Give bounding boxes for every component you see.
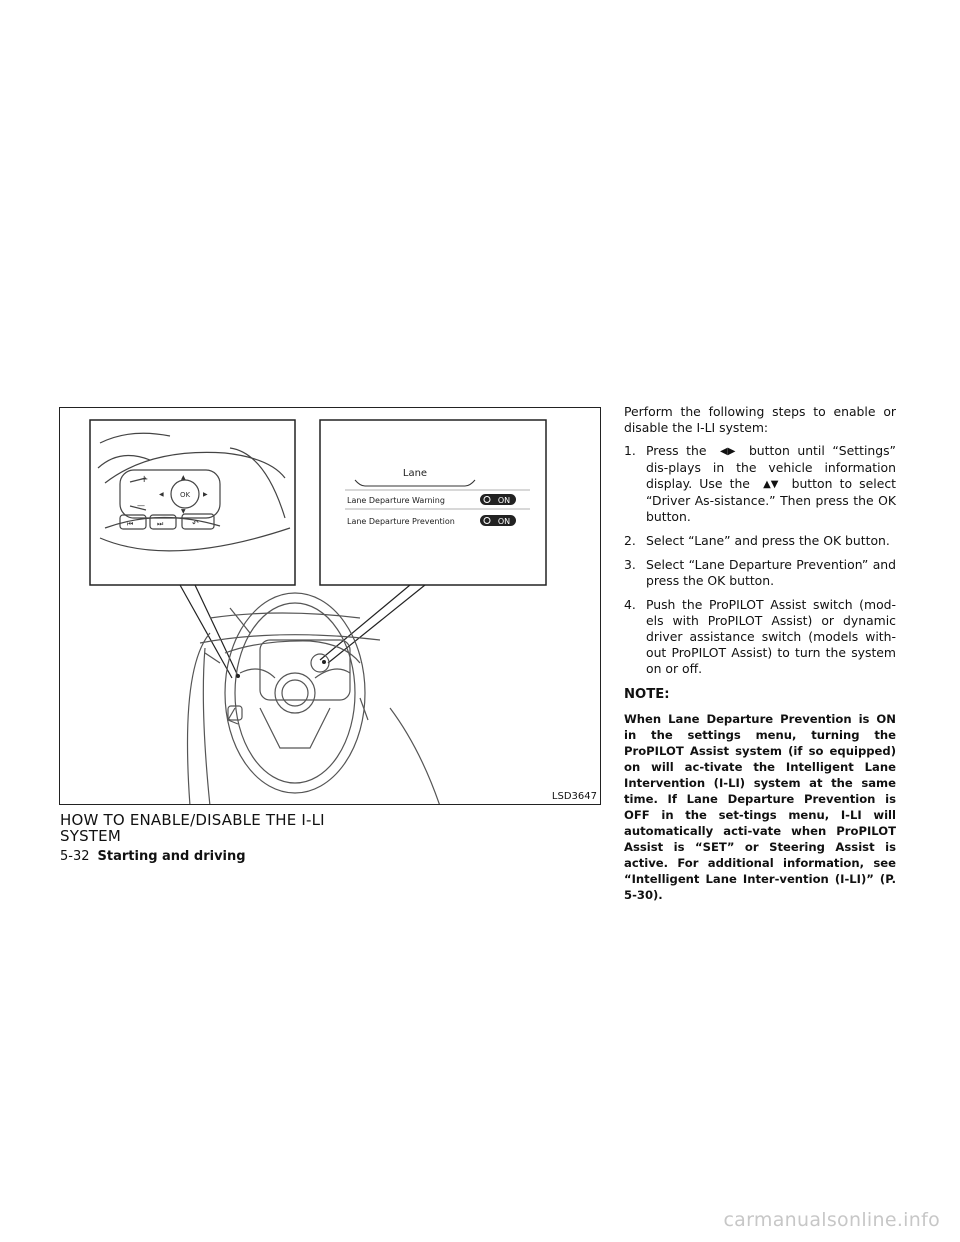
step-4-text: Push the ProPILOT Assist switch (mod-els with ProPILOT Assist) or dynamic driver assistance switch (models with-out ProPILOT Assist) to turn the system on or off. bbox=[646, 597, 896, 676]
steering-switch-inset bbox=[90, 420, 295, 585]
step-1 bbox=[624, 443, 896, 525]
up-down-arrows-icon: ▲▼ bbox=[763, 479, 779, 490]
step-3-text: Select “Lane Departure Prevention” and press the OK button. bbox=[646, 557, 896, 588]
step-3-number: 3. bbox=[624, 557, 636, 572]
steps-list bbox=[624, 443, 896, 677]
step-1-text-b: button until “Settings” dis-plays in the vehicle information display. Use the bbox=[646, 443, 896, 491]
note-body: When Lane Departure Prevention is ON in the settings menu, turning the ProPILOT Assist system (if so equipped) on will ac-tivate the Intelligent Lane Intervention (I-LI) system at the same time. If Lane Departure Prevention is OFF in the set-tings menu, I-LI will automatically acti-vate when ProPILOT Assist is “SET” or Steering Assist is active. For additional information, see “Intelligent Lane Inter-vention (I-LI)” (P. 5-30). bbox=[624, 712, 896, 902]
left-arrow-icon: ◀ bbox=[159, 491, 164, 498]
note-heading: NOTE: bbox=[624, 687, 670, 702]
plus-button: + bbox=[140, 474, 149, 485]
display-title: Lane bbox=[402, 468, 428, 479]
watermark: carmanualsonline.info bbox=[723, 1209, 940, 1231]
step-2 bbox=[624, 533, 896, 549]
section-title: HOW TO ENABLE/DISABLE THE I-LI SYSTEM bbox=[60, 811, 325, 845]
step-2-text: Select “Lane” and press the OK button. bbox=[646, 533, 890, 548]
next-track-icon: ⏭ bbox=[157, 520, 164, 528]
figure-code: LSD3647 bbox=[551, 791, 597, 802]
display-row-warning-label: Lane Departure Warning bbox=[347, 496, 445, 505]
lane-settings-figure bbox=[59, 407, 601, 805]
step-1-text-a: Press the bbox=[646, 443, 707, 458]
down-arrow-icon: ▼ bbox=[181, 508, 186, 515]
page-footer bbox=[60, 849, 246, 864]
up-arrow-icon: ▲ bbox=[181, 474, 186, 481]
prev-track-icon: ⏮ bbox=[127, 520, 134, 528]
back-icon: ↶ bbox=[192, 519, 199, 528]
step-4-number: 4. bbox=[624, 597, 636, 612]
display-row-prevention-label: Lane Departure Prevention bbox=[347, 517, 455, 526]
step-2-number: 2. bbox=[624, 533, 636, 548]
page-number: 5-32 bbox=[60, 849, 90, 864]
minus-button: — bbox=[137, 501, 145, 510]
step-4 bbox=[624, 597, 896, 677]
ok-button-label: OK bbox=[179, 491, 191, 499]
prevention-on-text: ON bbox=[497, 517, 511, 526]
intro-paragraph: Perform the following steps to enable or disable the I-LI system: bbox=[624, 404, 896, 435]
right-arrow-icon: ▶ bbox=[203, 491, 208, 498]
left-right-arrows-icon: ◀▶ bbox=[720, 446, 736, 457]
step-1-text-c: button to select “Driver As-sistance.” Then press the OK button. bbox=[646, 476, 896, 524]
steering-wheel-illustration bbox=[60, 408, 601, 805]
chapter-title: Starting and driving bbox=[97, 849, 246, 864]
steering-wheel-scene bbox=[188, 593, 441, 805]
instructions-column bbox=[624, 404, 896, 903]
step-1-number: 1. bbox=[624, 443, 636, 458]
warning-on-text: ON bbox=[497, 496, 511, 505]
step-3 bbox=[624, 557, 896, 589]
